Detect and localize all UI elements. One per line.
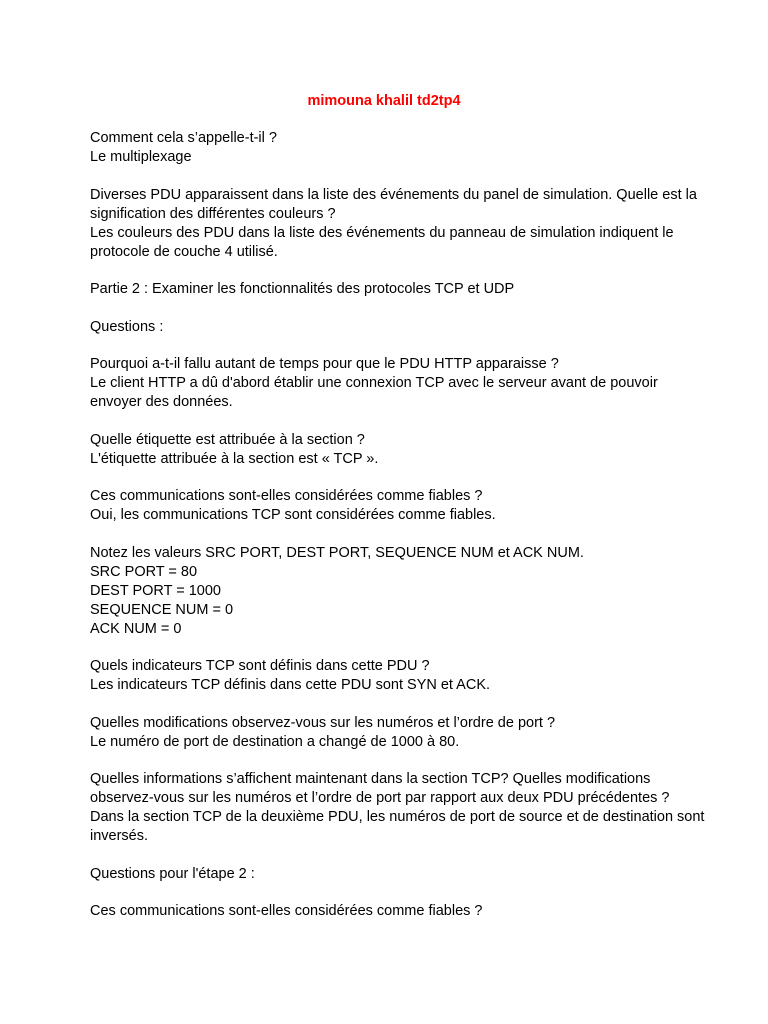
paragraph: [90, 355, 690, 412]
text-line: envoyer des données.: [90, 394, 233, 410]
text-line: signification des différentes couleurs ?: [90, 205, 336, 222]
paragraph: [90, 770, 705, 846]
text-line: Les couleurs des PDU dans la liste des événements du panneau de simulation indiquent le: [90, 224, 674, 241]
paragraph: [90, 544, 690, 639]
text-line: ACK NUM = 0: [90, 620, 182, 637]
paragraph: [90, 865, 690, 884]
paragraph: [90, 318, 690, 337]
paragraph: [90, 186, 697, 262]
text-line: Ces communications sont-elles considérées comme fiables ?: [90, 903, 483, 919]
text-line: L'étiquette attribuée à la section est « TCP ».: [90, 450, 379, 467]
paragraph: [90, 280, 690, 299]
paragraph: [90, 487, 690, 525]
text-line: Le multiplexage: [90, 149, 192, 165]
text-line: protocole de couche 4 utilisé.: [90, 243, 278, 260]
text-line: Quelles modifications observez-vous sur les numéros et l’ordre de port ?: [90, 714, 556, 731]
text-line: Ces communications sont-elles considérées comme fiables ?: [90, 488, 483, 504]
text-line: Quels indicateurs TCP sont définis dans cette PDU ?: [90, 658, 430, 674]
text-line: Questions :: [90, 318, 164, 335]
text-line: Le client HTTP a dû d'abord établir une connexion TCP avec le serveur avant de pouvoir: [90, 375, 658, 391]
text-line: DEST PORT = 1000: [90, 582, 221, 599]
text-line: Diverses PDU apparaissent dans la liste des événements du panel de simulation. Quelle est la: [90, 186, 697, 203]
text-line: Le numéro de port de destination a changé de 1000 à 80.: [90, 733, 460, 750]
text-line: Comment cela s’appelle-t-il ?: [90, 130, 277, 146]
paragraph: [90, 902, 690, 921]
text-line: SEQUENCE NUM = 0: [90, 601, 234, 618]
text-line: Oui, les communications TCP sont considérées comme fiables.: [90, 507, 496, 523]
paragraph: [90, 714, 690, 752]
text-line: Questions pour l'étape 2 :: [90, 865, 255, 882]
document-title: mimouna khalil td2tp4: [307, 93, 461, 109]
text-line: Quelle étiquette est attribuée à la section ?: [90, 431, 365, 448]
text-line: SRC PORT = 80: [90, 563, 198, 580]
paragraph: [90, 657, 690, 695]
text-line: Pourquoi a-t-il fallu autant de temps pour que le PDU HTTP apparaisse ?: [90, 356, 559, 372]
text-line: inversés.: [90, 828, 149, 844]
text-line: Dans la section TCP de la deuxième PDU, les numéros de port de source et de destination sont: [90, 809, 705, 825]
text-line: Notez les valeurs SRC PORT, DEST PORT, SEQUENCE NUM et ACK NUM.: [90, 544, 584, 561]
text-line: Quelles informations s’affichent maintenant dans la section TCP? Quelles modifications: [90, 771, 651, 787]
paragraph: [90, 129, 690, 167]
text-line: Les indicateurs TCP définis dans cette PDU sont SYN et ACK.: [90, 677, 491, 693]
paragraph: [90, 431, 690, 469]
document-body: [90, 129, 705, 940]
text-line: Partie 2 : Examiner les fonctionnalités des protocoles TCP et UDP: [90, 281, 515, 297]
text-line: observez-vous sur les numéros et l’ordre de port par rapport aux deux PDU précédentes ?: [90, 790, 670, 806]
